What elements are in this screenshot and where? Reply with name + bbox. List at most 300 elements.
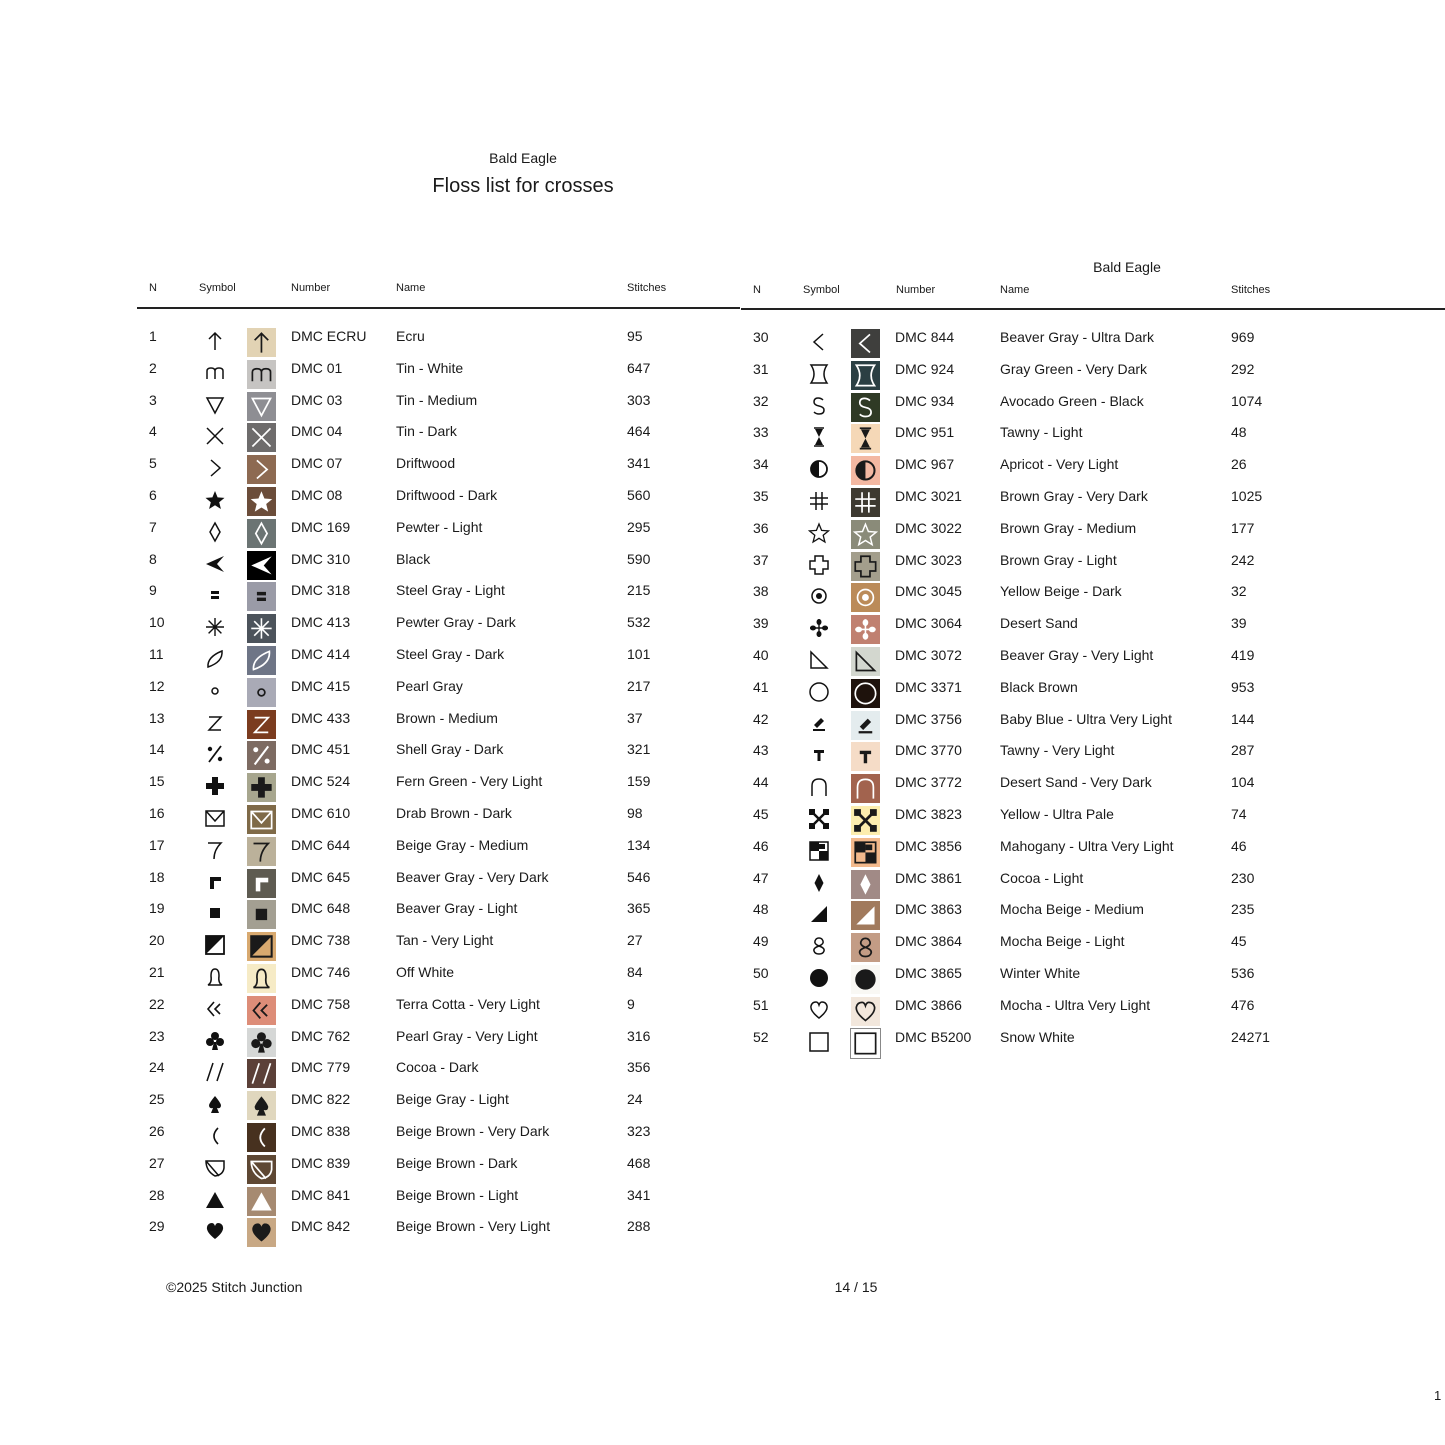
row-stitches: 356 [627,1059,651,1076]
row-n: 51 [753,996,769,1013]
table-row [741,450,1445,482]
header-symbol: Symbol [803,284,840,296]
row-stitches: 46 [1231,837,1247,854]
row-name: Brown Gray - Medium [1000,519,1137,536]
table-row [741,800,1445,832]
row-number: DMC 04 [291,423,343,440]
row-n: 39 [753,615,769,632]
row-n: 50 [753,964,769,981]
table-row [137,672,740,704]
triangle-down-icon [202,392,228,418]
star-outline-icon [806,520,832,546]
square-small-icon [202,900,228,926]
color-swatch [247,805,276,834]
row-stitches: 295 [627,518,651,535]
color-swatch [247,1028,276,1057]
triangle-up-icon [202,1187,228,1213]
row-number: DMC 414 [291,645,351,662]
table-row [137,990,740,1022]
row-n: 7 [149,518,157,535]
s-icon [806,393,832,419]
color-swatch [247,1187,276,1216]
row-stitches: 230 [1231,869,1255,886]
row-stitches: 365 [627,900,651,917]
color-swatch [247,1155,276,1184]
header-number: Number [896,284,936,296]
row-stitches: 242 [1231,551,1255,568]
row-number: DMC 3371 [895,678,962,695]
row-stitches: 536 [1231,964,1255,981]
row-stitches: 84 [627,963,643,980]
row-name: Tan - Very Light [396,932,494,949]
header-stitches: Stitches [1231,284,1271,296]
table-row [137,608,740,640]
table-header [741,284,1445,310]
row-name: Beige Gray - Medium [396,836,529,853]
row-n: 19 [149,900,165,917]
percent-icon [202,741,228,767]
color-swatch [247,519,276,548]
row-number: DMC 951 [895,424,955,441]
row-stitches: 159 [627,773,651,790]
row-stitches: 969 [1231,329,1255,345]
row-number: DMC 644 [291,836,351,853]
row-number: DMC 3072 [895,646,962,663]
row-n: 41 [753,678,769,695]
table-header [137,282,740,309]
row-stitches: 48 [1231,424,1247,441]
table-row [137,1117,740,1149]
color-swatch [247,869,276,898]
table-row [741,736,1445,768]
row-stitches: 323 [627,1122,651,1139]
row-n: 26 [149,1122,165,1139]
table-row [741,705,1445,737]
color-swatch [247,1123,276,1152]
row-stitches: 134 [627,836,651,853]
row-n: 34 [753,456,769,473]
row-number: DMC 415 [291,677,351,694]
row-name: Pewter Gray - Dark [396,614,516,631]
bell-icon [202,964,228,990]
row-name: Off White [396,963,455,980]
heart-icon [202,1218,228,1244]
header-name: Name [396,282,426,294]
row-stitches: 288 [627,1218,651,1235]
color-swatch [851,583,880,612]
color-swatch [851,488,880,517]
row-number: DMC 3021 [895,487,962,504]
row-n: 12 [149,677,165,694]
row-number: DMC 524 [291,773,351,790]
eight-icon [806,933,832,959]
row-name: Baby Blue - Ultra Very Light [1000,710,1172,727]
row-name: Beaver Gray - Very Light [1000,646,1154,663]
row-name: Beige Brown - Very Dark [396,1122,550,1139]
table-row [741,546,1445,578]
row-n: 6 [149,486,157,503]
row-stitches: 476 [1231,996,1255,1013]
color-swatch [851,329,880,358]
table-row [741,927,1445,959]
row-stitches: 9 [627,995,635,1012]
row-stitches: 95 [627,328,643,344]
row-number: DMC 451 [291,741,351,758]
table-row [741,609,1445,641]
row-name: Beaver Gray - Very Dark [396,868,549,885]
table-row [137,1212,740,1244]
row-n: 20 [149,932,165,949]
row-stitches: 287 [1231,742,1255,759]
color-swatch [851,870,880,899]
row-name: Desert Sand - Very Dark [1000,774,1152,791]
table-row [137,576,740,608]
corner-icon [202,869,228,895]
row-number: DMC 838 [291,1122,351,1139]
header-name: Name [1000,284,1030,296]
color-swatch [851,552,880,581]
envelope-icon [202,805,228,831]
color-swatch [851,361,880,390]
color-swatch [247,1059,276,1088]
table-body [741,310,1445,1054]
color-swatch [247,582,276,611]
row-name: Cocoa - Light [1000,869,1084,886]
row-name: Cocoa - Dark [396,1059,479,1076]
table-row [741,577,1445,609]
row-n: 9 [149,582,157,599]
row-stitches: 647 [627,359,651,376]
table-row [137,1181,740,1213]
row-name: Black Brown [1000,678,1078,695]
row-number: DMC 3770 [895,742,962,759]
row-n: 43 [753,742,769,759]
color-swatch [247,646,276,675]
x-bold-icon [806,806,832,832]
star-icon [202,487,228,513]
color-swatch [851,679,880,708]
row-name: Beige Brown - Dark [396,1154,518,1171]
table-row [137,1085,740,1117]
row-n: 36 [753,519,769,536]
row-name: Mocha Beige - Light [1000,933,1125,950]
club-icon [202,1028,228,1054]
row-n: 52 [753,1028,769,1045]
hourglass-outline-icon [806,361,832,387]
row-name: Tin - Dark [396,423,457,440]
color-swatch [247,837,276,866]
table-row [137,481,740,513]
table-row [741,832,1445,864]
color-swatch [851,456,880,485]
table-body [137,309,740,1244]
spade-icon [202,1091,228,1117]
row-n: 33 [753,424,769,441]
row-number: DMC 934 [895,392,955,409]
row-name: Fern Green - Very Light [396,773,543,790]
row-stitches: 215 [627,582,651,599]
row-n: 2 [149,359,157,376]
row-name: Gray Green - Very Dark [1000,360,1148,377]
row-n: 44 [753,774,769,791]
row-n: 16 [149,804,165,821]
color-swatch [851,806,880,835]
row-n: 37 [753,551,769,568]
crescent-icon [202,1123,228,1149]
header-symbol: Symbol [199,282,236,294]
table-row [137,640,740,672]
row-name: Mahogany - Ultra Very Light [1000,837,1174,854]
row-name: Driftwood - Dark [396,486,498,503]
checker-icon [806,838,832,864]
row-stitches: 1025 [1231,487,1263,504]
diamond-filled-icon [806,870,832,896]
row-name: Desert Sand [1000,615,1078,632]
row-n: 14 [149,741,165,758]
color-swatch [247,773,276,802]
color-swatch [247,392,276,421]
color-swatch [247,964,276,993]
row-stitches: 419 [1231,646,1255,663]
arrow-up-icon [202,328,228,354]
row-n: 30 [753,329,769,345]
row-name: Driftwood [396,455,456,472]
table-row [137,354,740,386]
row-number: DMC 3756 [895,710,962,727]
row-name: Brown - Medium [396,709,498,726]
row-number: DMC 842 [291,1218,351,1235]
row-number: DMC 841 [291,1186,351,1203]
row-stitches: 546 [627,868,651,885]
table-row [137,545,740,577]
color-swatch [851,711,880,740]
row-n: 31 [753,360,769,377]
color-swatch [851,997,880,1026]
row-name: Snow White [1000,1028,1075,1045]
table-row [137,958,740,990]
table-row [137,926,740,958]
row-number: DMC 738 [291,932,351,949]
row-name: Steel Gray - Light [396,582,505,599]
row-name: Yellow - Ultra Pale [1000,805,1114,822]
header-n: N [753,284,761,296]
row-number: DMC 169 [291,518,351,535]
color-swatch [247,328,276,357]
color-swatch [851,1029,880,1058]
arrowhead-left-icon [202,551,228,577]
header-stitches: Stitches [627,282,667,294]
row-number: DMC 3861 [895,869,962,886]
row-name: Apricot - Very Light [1000,456,1119,473]
document-subtitle: Floss list for crosses [432,175,614,197]
color-swatch [247,614,276,643]
row-name: Pearl Gray [396,677,463,694]
color-swatch [851,647,880,676]
row-name: Ecru [396,328,425,344]
row-number: DMC 01 [291,359,343,376]
row-n: 13 [149,709,165,726]
row-name: Beige Gray - Light [396,1091,509,1108]
header-n: N [149,282,157,294]
chevron-left-icon [806,329,832,355]
row-n: 40 [753,646,769,663]
row-n: 32 [753,392,769,409]
row-name: Mocha Beige - Medium [1000,901,1144,918]
row-stitches: 341 [627,455,651,472]
diamond-icon [202,519,228,545]
row-name: Black [396,550,431,567]
table-row [137,799,740,831]
target-icon [806,583,832,609]
t-icon [806,742,832,768]
heart-outline-icon [806,997,832,1023]
table-row [137,417,740,449]
row-n: 15 [149,773,165,790]
row-n: 24 [149,1059,165,1076]
row-number: DMC 3823 [895,805,962,822]
row-stitches: 24 [627,1091,643,1108]
row-number: DMC 413 [291,614,351,631]
table-row [137,1022,740,1054]
m-icon [202,360,228,386]
row-n: 25 [149,1091,165,1108]
color-swatch [851,520,880,549]
row-number: DMC 3866 [895,996,962,1013]
asterisk-icon [202,614,228,640]
row-stitches: 32 [1231,583,1247,600]
row-stitches: 532 [627,614,651,631]
table-row [741,387,1445,419]
row-name: Shell Gray - Dark [396,741,504,758]
row-number: DMC B5200 [895,1028,972,1045]
header-number: Number [291,282,331,294]
row-n: 49 [753,933,769,950]
table-row [741,991,1445,1023]
row-name: Beige Brown - Light [396,1186,519,1203]
row-number: DMC 645 [291,868,351,885]
row-n: 42 [753,710,769,727]
table-row [137,735,740,767]
floss-table-left [137,282,740,1244]
table-row [137,449,740,481]
cross-outline-icon [806,552,832,578]
color-swatch [851,933,880,962]
row-n: 38 [753,583,769,600]
row-n: 17 [149,836,165,853]
row-n: 48 [753,901,769,918]
row-number: DMC 3864 [895,933,962,950]
color-swatch [851,393,880,422]
double-chevron-icon [202,996,228,1022]
color-swatch [851,965,880,994]
table-row [741,641,1445,673]
table-row [137,1149,740,1181]
color-swatch [247,1218,276,1247]
row-name: Pearl Gray - Very Light [396,1027,538,1044]
color-swatch [247,1091,276,1120]
row-name: Terra Cotta - Very Light [396,995,540,1012]
ring-small-icon [202,678,228,704]
row-n: 35 [753,487,769,504]
row-stitches: 953 [1231,678,1255,695]
row-stitches: 235 [1231,901,1255,918]
x-icon [202,423,228,449]
row-stitches: 1074 [1231,392,1263,409]
table-row [741,482,1445,514]
row-number: DMC 758 [291,995,351,1012]
color-swatch [851,901,880,930]
row-number: DMC 3856 [895,837,962,854]
color-swatch [247,551,276,580]
document-title: Bald Eagle [489,150,557,166]
row-number: DMC 839 [291,1154,351,1171]
row-number: DMC 3023 [895,551,962,568]
chevron-right-icon [202,455,228,481]
flower-icon [806,615,832,641]
circle-filled-icon [806,965,832,991]
row-number: DMC 779 [291,1059,351,1076]
row-stitches: 39 [1231,615,1247,632]
table-row [137,322,740,354]
row-name: Brown Gray - Very Dark [1000,487,1148,504]
hash-icon [806,488,832,514]
row-stitches: 468 [627,1154,651,1171]
plus-bold-icon [202,773,228,799]
row-n: 5 [149,455,157,472]
color-swatch [247,996,276,1025]
row-n: 29 [149,1218,165,1235]
row-n: 1 [149,328,157,344]
double-slash-icon [202,1059,228,1085]
row-number: DMC 08 [291,486,343,503]
row-stitches: 98 [627,804,643,821]
table-row [137,831,740,863]
row-name: Drab Brown - Dark [396,804,512,821]
right-triangle-outline-icon [806,647,832,673]
table-row [741,768,1445,800]
row-name: Brown Gray - Light [1000,551,1117,568]
arch-icon [806,774,832,800]
row-number: DMC 310 [291,550,351,567]
table-row [137,1053,740,1085]
row-stitches: 177 [1231,519,1255,536]
table-row [741,514,1445,546]
shield-icon [202,1155,228,1181]
row-name: Beige Brown - Very Light [396,1218,551,1235]
table-row [741,323,1445,355]
row-n: 11 [149,645,164,662]
row-stitches: 24271 [1231,1028,1270,1045]
half-square-icon [202,932,228,958]
table-row [137,863,740,895]
row-name: Tin - Medium [396,391,478,408]
row-number: DMC ECRU [291,328,367,344]
color-swatch [247,710,276,739]
row-number: DMC 967 [895,456,955,473]
color-swatch [851,838,880,867]
seven-icon [202,837,228,863]
color-swatch [851,615,880,644]
hourglass-icon [806,424,832,450]
z-icon [202,710,228,736]
table-row [137,513,740,545]
color-swatch [247,741,276,770]
table-row [741,959,1445,991]
color-swatch [851,742,880,771]
row-stitches: 26 [1231,456,1247,473]
row-n: 3 [149,391,157,408]
page-number: 14 / 15 [834,1279,878,1295]
